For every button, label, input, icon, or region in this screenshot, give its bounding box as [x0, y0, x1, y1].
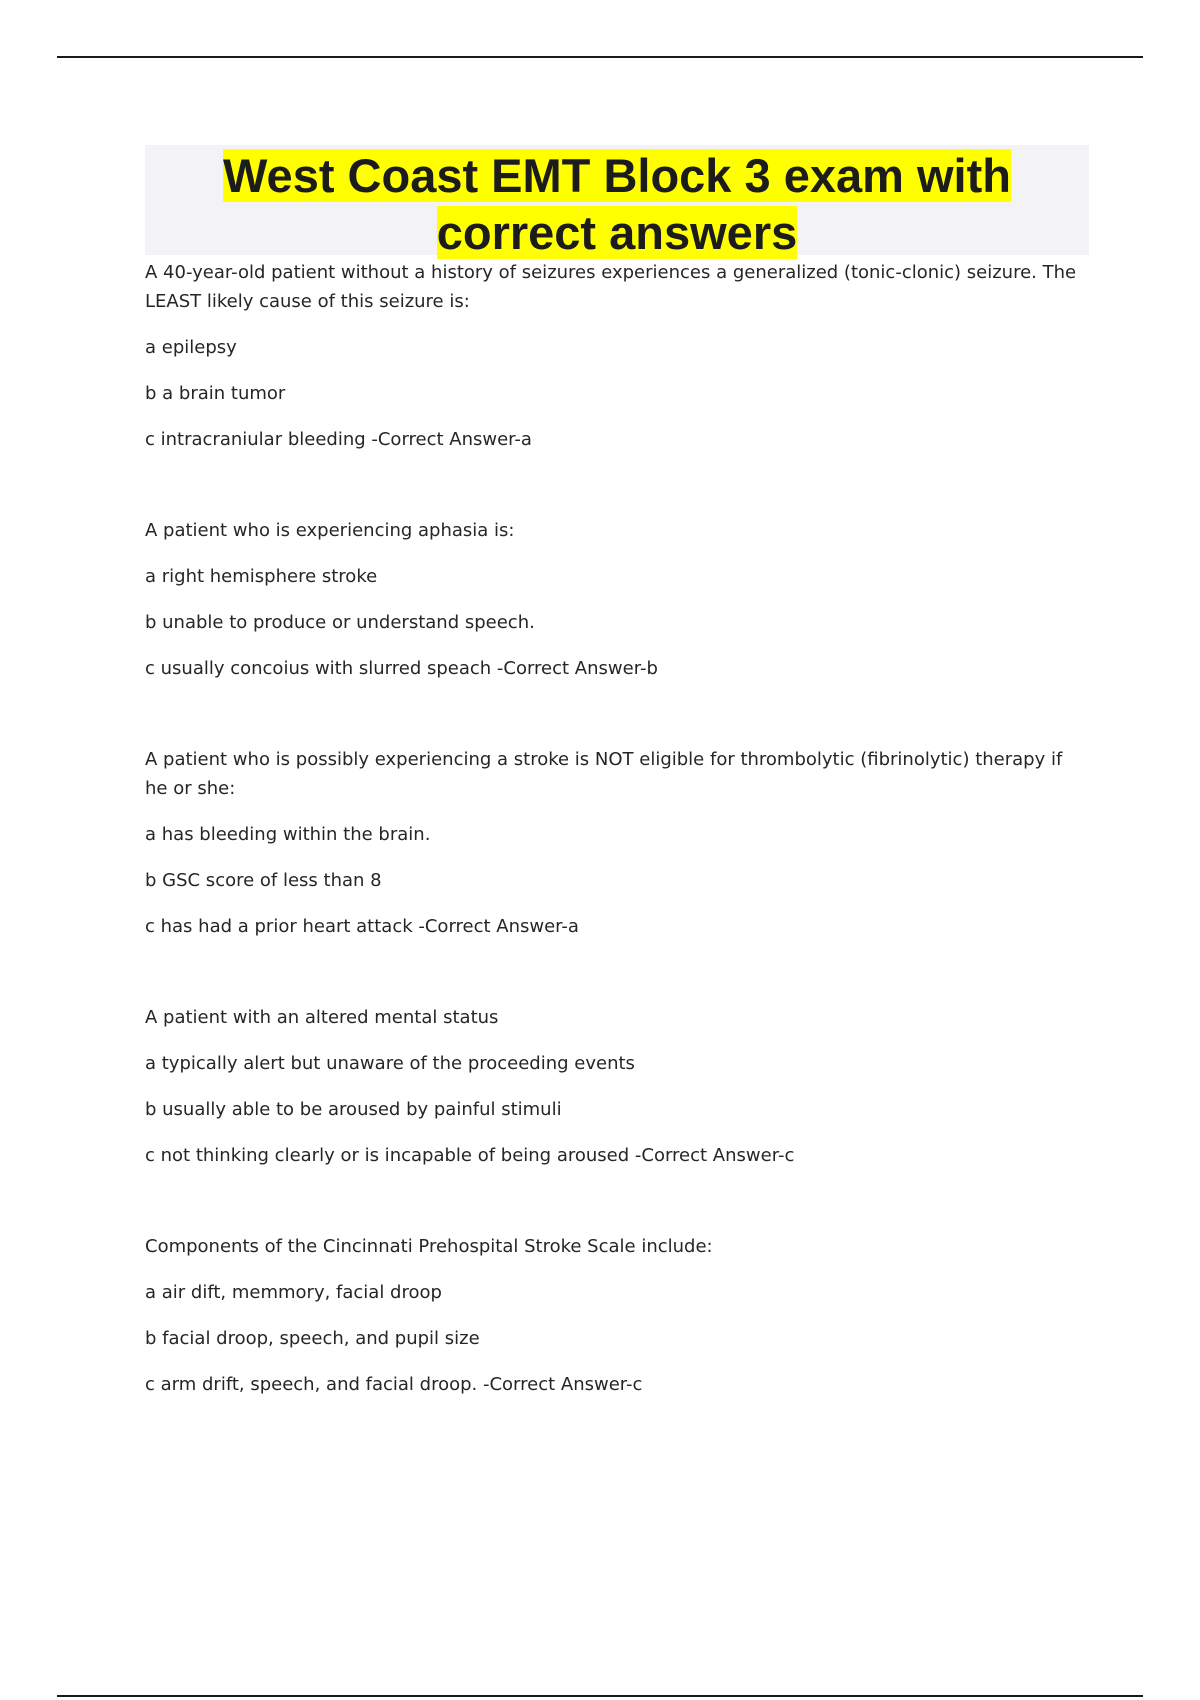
question-block [145, 516, 1089, 700]
question-block [145, 745, 1089, 958]
answer-option: b unable to produce or understand speech. [145, 612, 535, 633]
question-block [145, 258, 1089, 471]
title-block [145, 145, 1089, 259]
answer-option: c intracraniular bleeding -Correct Answer-a [145, 429, 532, 450]
answer-option: b GSC score of less than 8 [145, 870, 382, 891]
answer-option: a typically alert but unaware of the proceeding events [145, 1053, 635, 1074]
answer-option: b facial droop, speech, and pupil size [145, 1328, 480, 1349]
question-text: A patient who is experiencing aphasia is: [145, 520, 515, 541]
answer-option: a epilepsy [145, 337, 237, 358]
question-block [145, 1232, 1089, 1416]
answer-option: c usually concoius with slurred speach -Correct Answer-b [145, 658, 658, 679]
title-highlight: West Coast EMT Block 3 exam with correct answers [223, 149, 1011, 259]
question-text: A patient with an altered mental status [145, 1007, 499, 1028]
question-text: A 40-year-old patient without a history of seizures experiences a generalized (tonic-clonic) seizure. The LEAST likely cause of this seizure is: [145, 262, 1077, 312]
answer-option: a has bleeding within the brain. [145, 824, 431, 845]
answer-option: a air dift, memmory, facial droop [145, 1282, 442, 1303]
top-rule [57, 56, 1143, 58]
document-body [145, 258, 1089, 1461]
answer-option: c arm drift, speech, and facial droop. -Correct Answer-c [145, 1374, 643, 1395]
answer-option: b usually able to be aroused by painful stimuli [145, 1099, 562, 1120]
answer-option: a right hemisphere stroke [145, 566, 378, 587]
bottom-rule [57, 1695, 1143, 1697]
answer-option: c not thinking clearly or is incapable of being aroused -Correct Answer-c [145, 1145, 795, 1166]
question-text: A patient who is possibly experiencing a stroke is NOT eligible for thrombolytic (fibrinolytic) therapy if he or she: [145, 749, 1063, 799]
document-title [145, 145, 1089, 261]
answer-option: b a brain tumor [145, 383, 286, 404]
answer-option: c has had a prior heart attack -Correct Answer-a [145, 916, 579, 937]
question-text: Components of the Cincinnati Prehospital Stroke Scale include: [145, 1236, 713, 1257]
question-block [145, 1003, 1089, 1187]
